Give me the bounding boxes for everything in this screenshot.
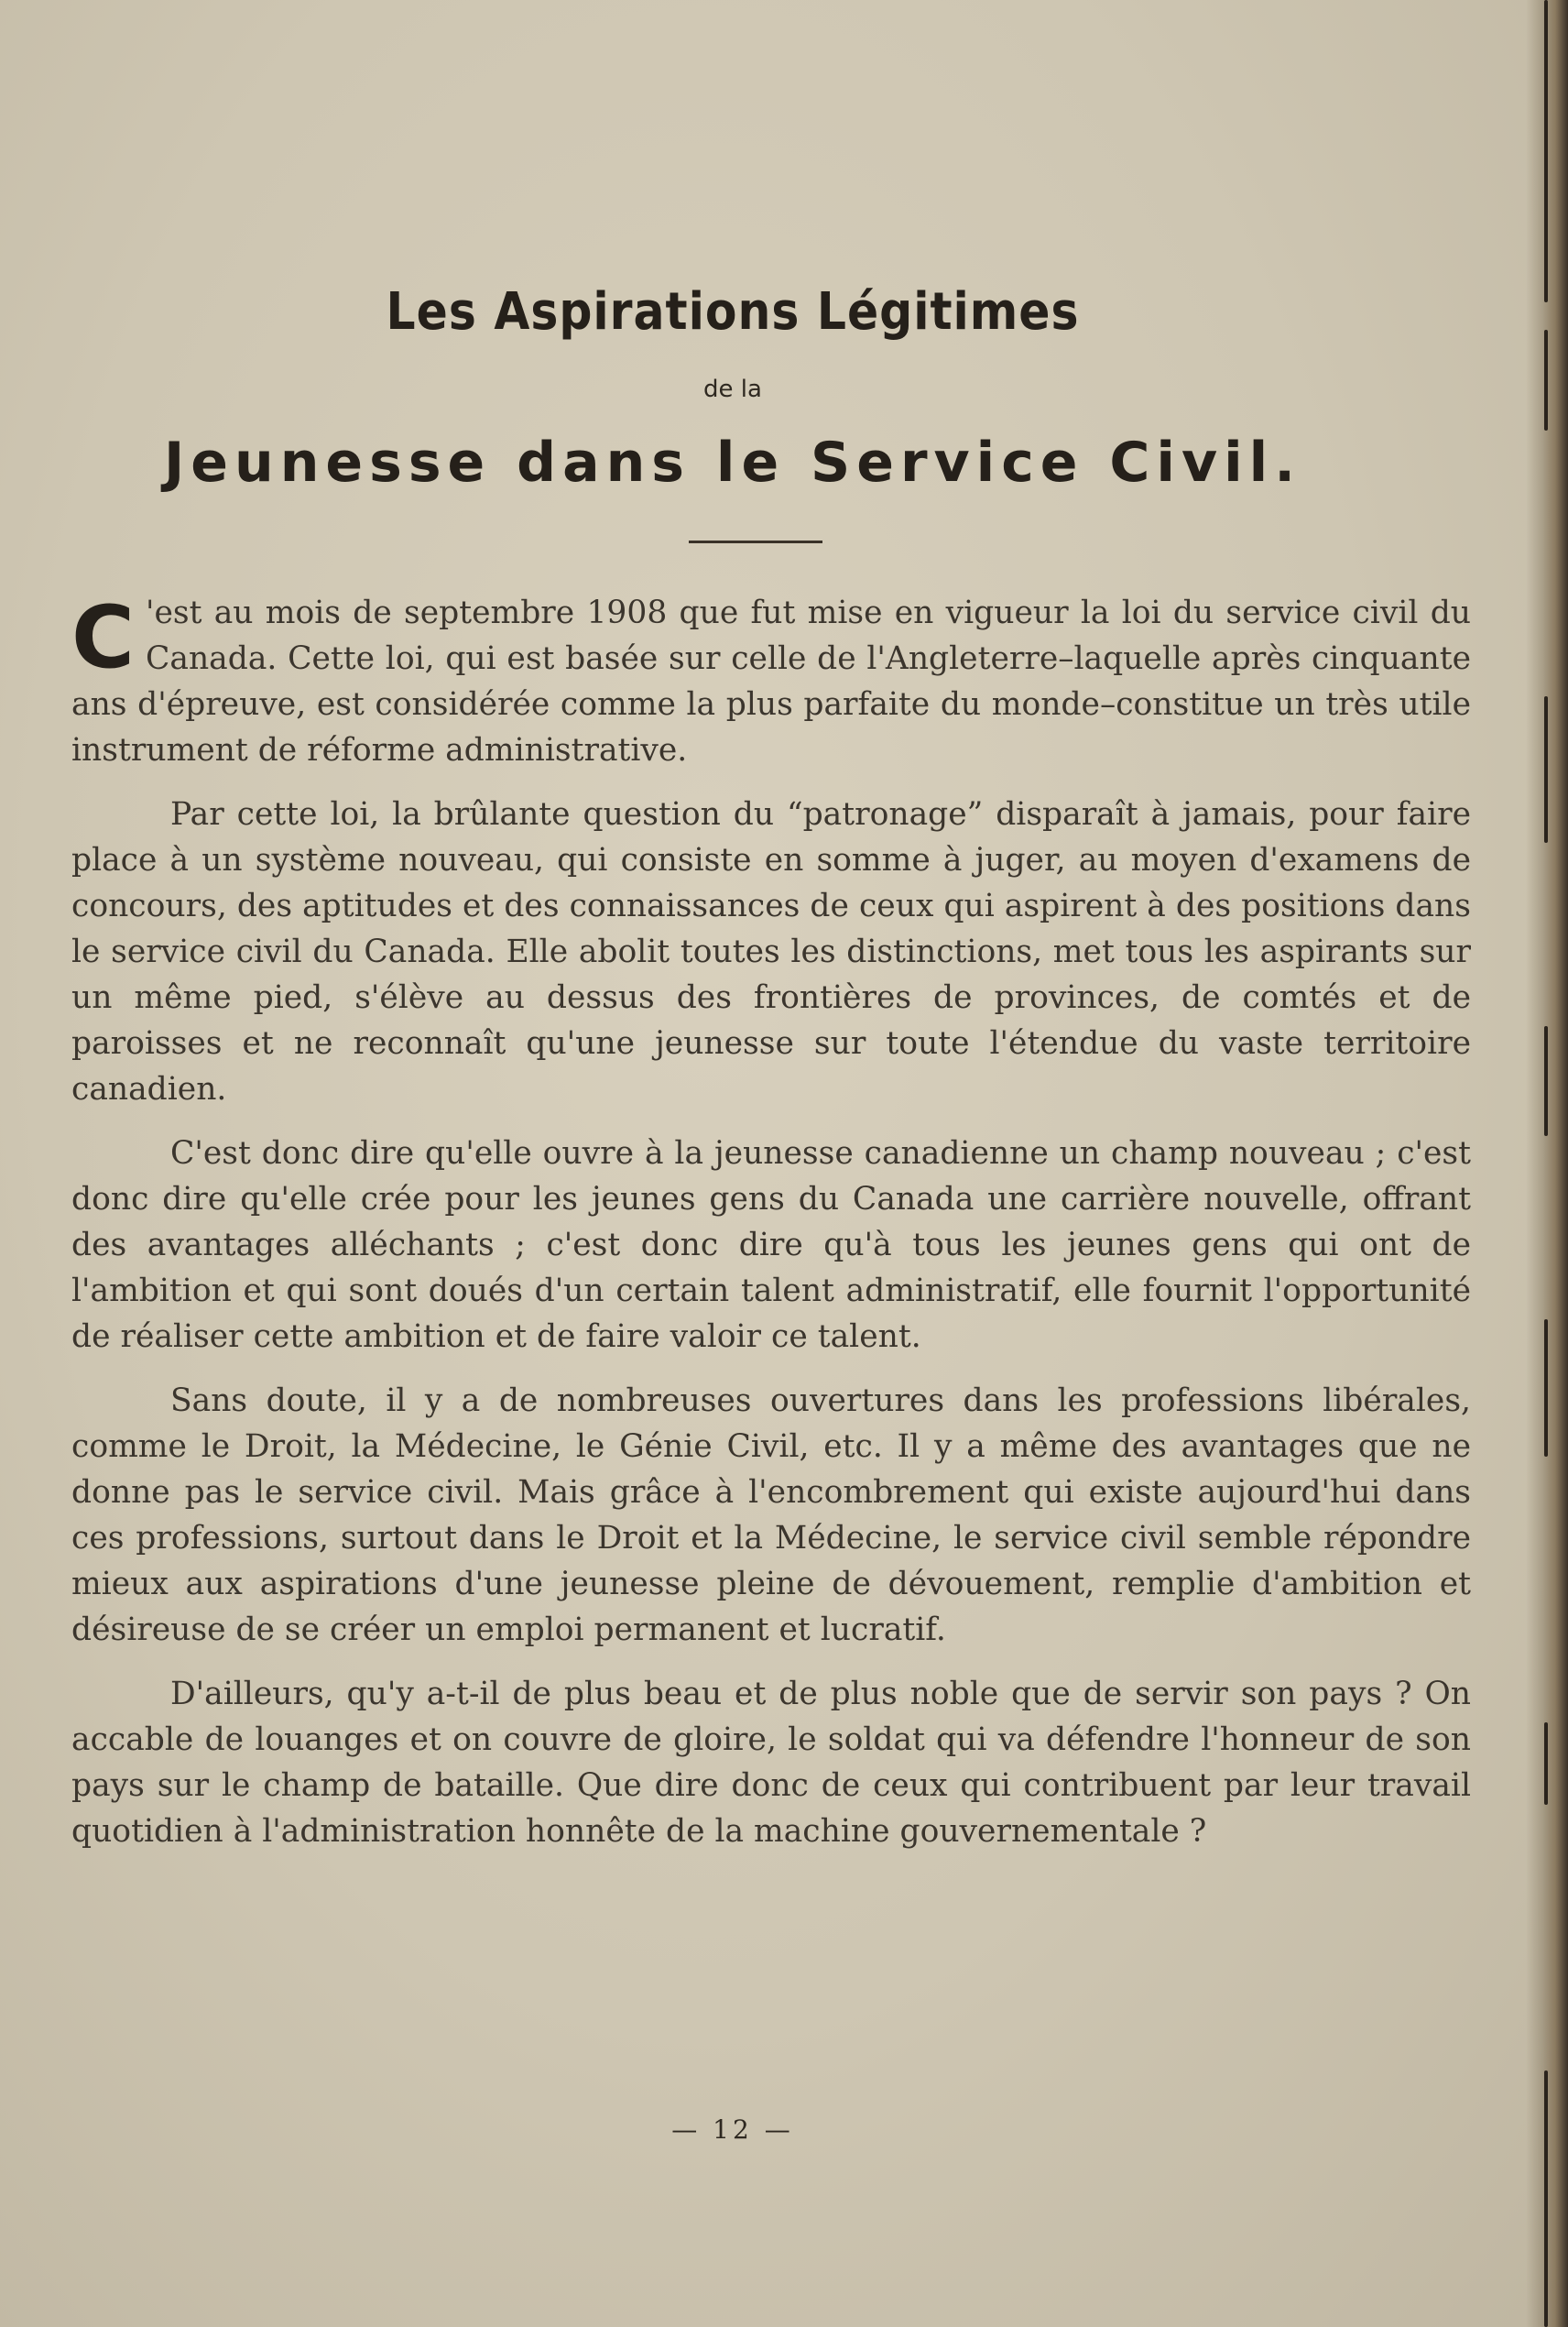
page-edge-mark xyxy=(1544,0,1548,302)
paragraph-3: C'est donc dire qu'elle ouvre à la jeunesse canadienne un champ nouveau ; c'est donc dire qu'elle crée pour les jeunes gens du Canada une carrière nouvelle, offrant des avantages alléchants ; c'est donc dire qu'à tous les jeunes gens qui ont de l'ambition et qui sont doués d'un certain talent administratif, elle fournit l'opportunité de réaliser cette ambition et de faire valoir ce talent. xyxy=(71,1135,1471,1355)
page-edge-mark xyxy=(1544,330,1548,431)
title-line-2: de la xyxy=(703,376,762,403)
paragraph-2: Par cette loi, la brûlante question du “patronage” disparaît à jamais, pour faire place à un système nouveau, qui consiste en somme à juger, au moyen d'examens de concours, des aptitudes et des connaissances de ceux qui aspirent à des positions dans le service civil du Canada. Elle abolit toutes les distinctions, met tous les aspirants sur un même pied, s'élève au dessus des frontières de provinces, de comtés et de paroisses et ne reconnaît qu'une jeunesse sur toute l'étendue du vaste territoire canadien. xyxy=(71,796,1471,1108)
page-number: — 12 — xyxy=(671,2114,794,2145)
paragraph-4: Sans doute, il y a de nombreuses ouvertures dans les professions libérales, comme le Droit, la Médecine, le Génie Civil, etc. Il y a même des avantages que ne donne pas le service civil. Mais grâce à l'encombrement qui existe aujourd'hui dans ces professions, surtout dans le Droit et la Médecine, le service civil semble répondre mieux aux aspirations d'une jeunesse pleine de dévouement, remplie d'ambition et désireuse de se créer un emploi permanent et lucratif. xyxy=(71,1382,1471,1648)
title-rule xyxy=(689,541,822,543)
drop-cap: C xyxy=(71,588,135,688)
page-edge-mark xyxy=(1544,1722,1548,1805)
page-edge-mark xyxy=(1544,1026,1548,1136)
page-edge-mark xyxy=(1544,1319,1548,1457)
paragraph-1 xyxy=(71,590,1471,773)
paragraph-5: D'ailleurs, qu'y a-t-il de plus beau et de plus noble que de servir son pays ? On accable de louanges et on couvre de gloire, le soldat qui va défendre l'honneur de son pays sur le champ de bataille. Que dire donc de ceux qui contribuent par leur travail quotidien à l'administration honnête de la machine gouvernementale ? xyxy=(71,1676,1471,1850)
title-line-1: Les Aspirations Légitimes xyxy=(386,282,1080,342)
page-edge-mark xyxy=(1544,696,1548,843)
title-line-3: Jeunesse dans le Service Civil. xyxy=(163,431,1301,495)
paragraph-1-text: 'est au mois de septembre 1908 que fut mise en vigueur la loi du service civil du Canada. Cette loi, qui est basée sur celle de l'Angleterre–laquelle après cinquante ans d'épreuve, est considérée comme la plus parfaite du monde–constitue un très utile instrument de réforme administrative. xyxy=(71,595,1471,769)
article-body xyxy=(71,590,1471,1873)
page-edge-mark xyxy=(1544,2070,1548,2327)
